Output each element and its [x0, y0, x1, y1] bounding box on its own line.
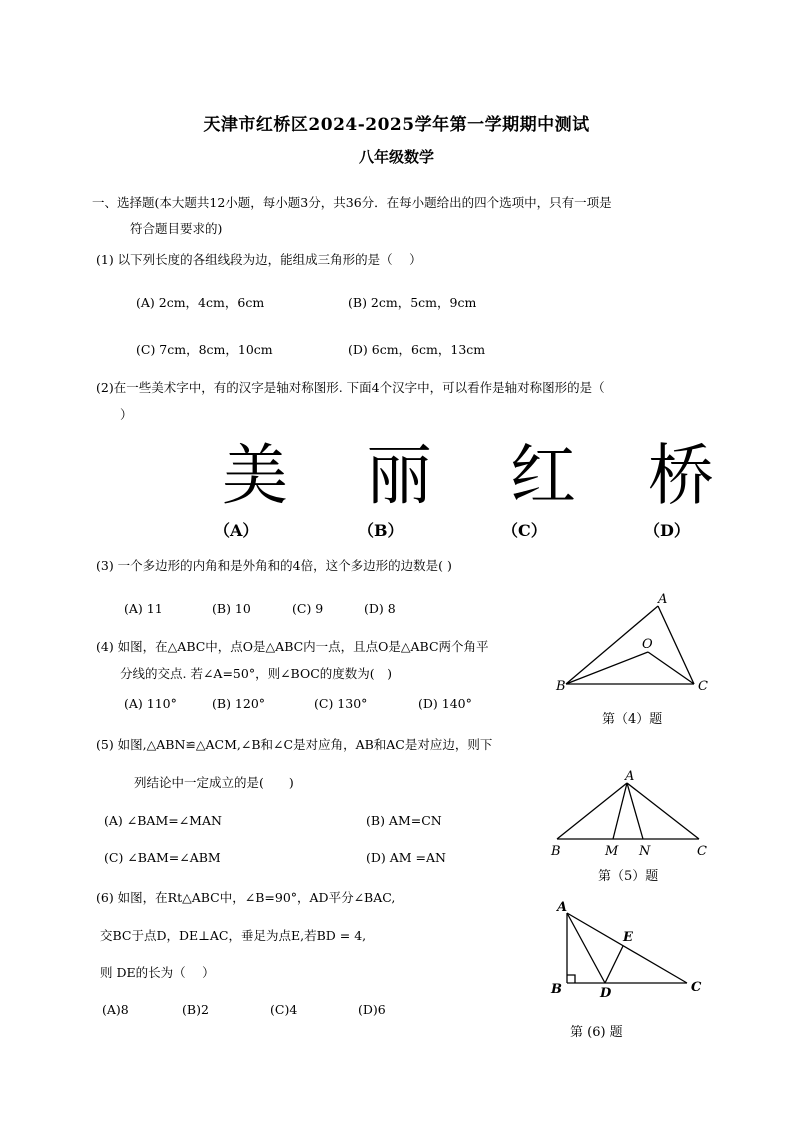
q1-option-d: (D) 6cm，6cm，13cm [348, 342, 486, 357]
q6-option-c: (C)4 [270, 1002, 298, 1017]
q4-caption: 第（4）题 [602, 712, 663, 727]
q6-segment-de [605, 946, 623, 983]
q6-caption: 第 (6) 题 [570, 1025, 623, 1040]
q5-segment-an [627, 783, 643, 839]
q5-option-a: (A) ∠BAM=∠MAN [104, 813, 222, 828]
q4-stem-line2: 分线的交点. 若∠A=50°，则∠BOC的度数为( ) [120, 666, 393, 681]
q3-option-b: (B) 10 [212, 601, 251, 616]
q1-option-a: (A) 2cm，4cm，6cm [136, 295, 265, 310]
q2-label-b: （B） [358, 521, 404, 540]
q2-label-d: （D） [644, 521, 690, 540]
q4-option-d: (D) 140° [418, 696, 472, 711]
q3-option-c: (C) 9 [292, 601, 324, 616]
section-heading-line1: 一、选择题(本大题共12小题，每小题3分，共36分．在每小题给出的四个选项中，只有一项是 [92, 195, 612, 210]
q5-segment-am [613, 783, 627, 839]
q5-stem-line1: (5) 如图,△ABN≌△ACM,∠B和∠C是对应角，AB和AC是对应边，则下 [96, 737, 493, 752]
q4-point-c: C [698, 679, 708, 694]
q5-point-b: B [551, 844, 561, 859]
q4-point-a: A [658, 592, 668, 607]
q6-figure [545, 895, 715, 1005]
q6-stem-line1: (6) 如图，在Rt△ABC中，∠B=90°，AD平分∠BAC, [96, 890, 396, 905]
q6-point-a: A [557, 900, 568, 915]
q5-point-c: C [697, 844, 707, 859]
q4-option-c: (C) 130° [314, 696, 368, 711]
q2-char-a: 美 [222, 437, 288, 514]
q5-point-m: M [605, 844, 619, 859]
q5-figure [545, 765, 725, 860]
q2-label-a: （A） [214, 521, 259, 540]
q3-stem: (3) 一个多边形的内角和是外角和的4倍，这个多边形的边数是( ) [96, 558, 452, 573]
section-heading-line2: 符合题目要求的) [130, 221, 223, 236]
q1-option-b: (B) 2cm，5cm，9cm [348, 295, 477, 310]
q4-stem-line1: (4) 如图，在△ABC中，点O是△ABC内一点，且点O是△ABC两个角平 [96, 639, 489, 654]
q6-point-c: C [691, 980, 702, 995]
q5-side-ab [557, 783, 627, 839]
q4-figure [548, 588, 728, 698]
q4-option-b: (B) 120° [212, 696, 266, 711]
page-subtitle: 八年级数学 [358, 148, 434, 166]
q5-caption: 第（5）题 [598, 869, 659, 884]
q5-option-d: (D) AM =AN [366, 850, 446, 865]
q6-point-d: D [600, 986, 612, 1001]
q2-char-d: 桥 [648, 437, 714, 514]
q1-option-c: (C) 7cm，8cm，10cm [136, 342, 273, 357]
q2-char-c: 红 [510, 437, 576, 514]
q2-char-b: 丽 [366, 437, 432, 514]
q6-stem-line2: 交BC于点D，DE⊥AC，垂足为点E,若BD = 4, [100, 928, 367, 943]
q1-stem: (1) 以下列长度的各组线段为边，能组成三角形的是（ ） [96, 252, 422, 267]
q4-point-b: B [556, 679, 566, 694]
q5-option-c: (C) ∠BAM=∠ABM [104, 850, 221, 865]
q3-option-a: (A) 11 [124, 601, 163, 616]
q5-option-b: (B) AM=CN [366, 813, 442, 828]
page-title: 天津市红桥区2024-2025学年第一学期期中测试 [203, 115, 590, 135]
q5-point-n: N [639, 844, 651, 859]
q4-segment-bo [566, 652, 648, 684]
q4-side-ac [658, 606, 694, 684]
q5-side-ac [627, 783, 699, 839]
q5-point-a: A [625, 769, 635, 784]
q5-stem-line2: 列结论中一定成立的是( ) [134, 775, 294, 790]
q4-point-o: O [642, 637, 653, 652]
q2-stem-line2: ） [120, 407, 133, 422]
q6-stem-line3: 则 DE的长为（ ） [100, 965, 215, 980]
q3-option-d: (D) 8 [364, 601, 396, 616]
q6-option-b: (B)2 [182, 1002, 209, 1017]
q4-option-a: (A) 110° [124, 696, 177, 711]
q6-point-e: E [623, 930, 633, 945]
q6-side-ac [567, 913, 687, 983]
q2-label-c: （C） [502, 521, 547, 540]
q6-point-b: B [551, 982, 562, 997]
q6-right-angle-mark [567, 975, 575, 983]
q6-option-d: (D)6 [358, 1002, 386, 1017]
q6-option-a: (A)8 [102, 1002, 129, 1017]
q2-stem-line1: (2)在一些美术字中，有的汉字是轴对称图形. 下面4个汉字中，可以看作是轴对称图形的是（ [96, 380, 605, 395]
